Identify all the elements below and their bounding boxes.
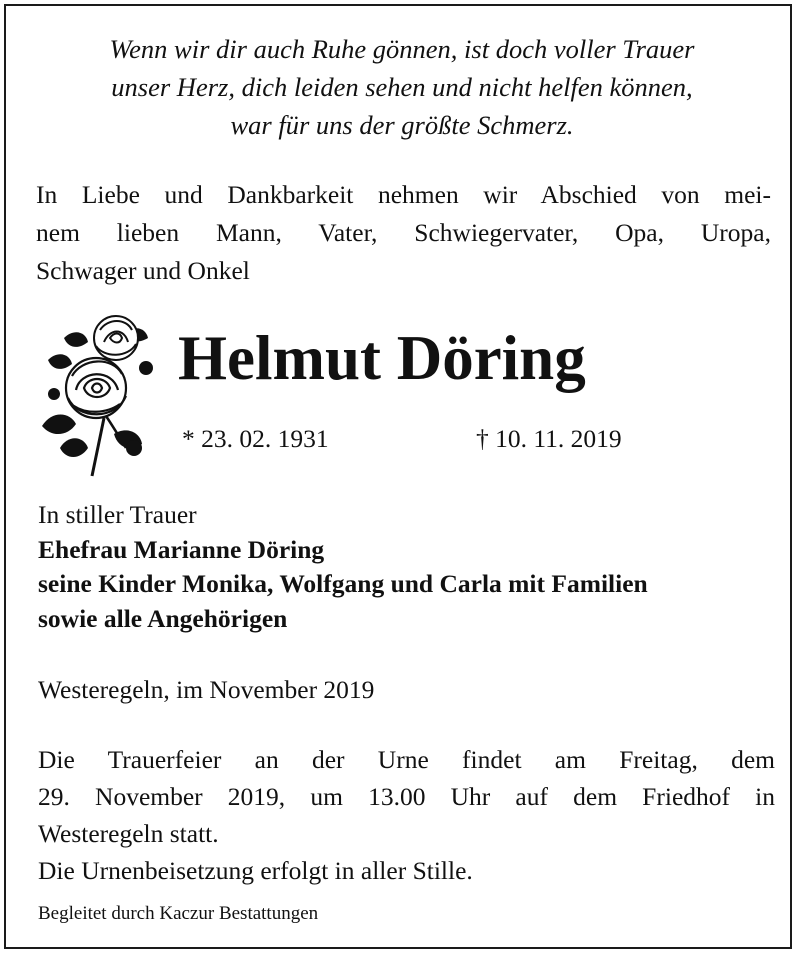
- rose-icon: [34, 298, 164, 478]
- mourners-block: [38, 498, 778, 636]
- service-line: Westeregeln statt.: [38, 819, 219, 848]
- intro-line: In Liebe und Dankbarkeit nehmen wir Abschied von mei-: [36, 180, 771, 209]
- birth-date: * 23. 02. 1931: [182, 424, 329, 453]
- death-date: † 10. 11. 2019: [476, 424, 622, 453]
- service-line: Die Urnenbeisetzung erfolgt in aller Stille.: [38, 856, 473, 885]
- poem: [26, 30, 778, 144]
- deceased-name: Helmut Döring: [178, 323, 586, 393]
- intro-text: [36, 176, 771, 290]
- mourner-line: Ehefrau Marianne Döring: [38, 534, 325, 564]
- poem-line: unser Herz, dich leiden sehen und nicht helfen können,: [111, 72, 693, 102]
- poem-line: war für uns der größte Schmerz.: [230, 110, 574, 140]
- service-line: 29. November 2019, um 13.00 Uhr auf dem Friedhof in: [38, 782, 775, 811]
- intro-line: nem lieben Mann, Vater, Schwiegervater, Opa, Uropa,: [36, 218, 771, 247]
- service-line: Die Trauerfeier an der Urne findet am Freitag, dem: [38, 745, 775, 774]
- intro-line: Schwager und Onkel: [36, 256, 250, 285]
- place-date: Westeregeln, im November 2019: [38, 675, 375, 704]
- mourner-line: seine Kinder Monika, Wolfgang und Carla mit Familien: [38, 569, 648, 598]
- mourner-line: sowie alle Angehörigen: [38, 603, 288, 633]
- notice-frame: [4, 4, 792, 949]
- funeral-home-credit: Begleitet durch Kaczur Bestattungen: [38, 903, 319, 924]
- service-info: [38, 741, 775, 889]
- mourners-intro: In stiller Trauer: [38, 500, 197, 529]
- poem-line: Wenn wir dir auch Ruhe gönnen, ist doch voller Trauer: [109, 34, 695, 64]
